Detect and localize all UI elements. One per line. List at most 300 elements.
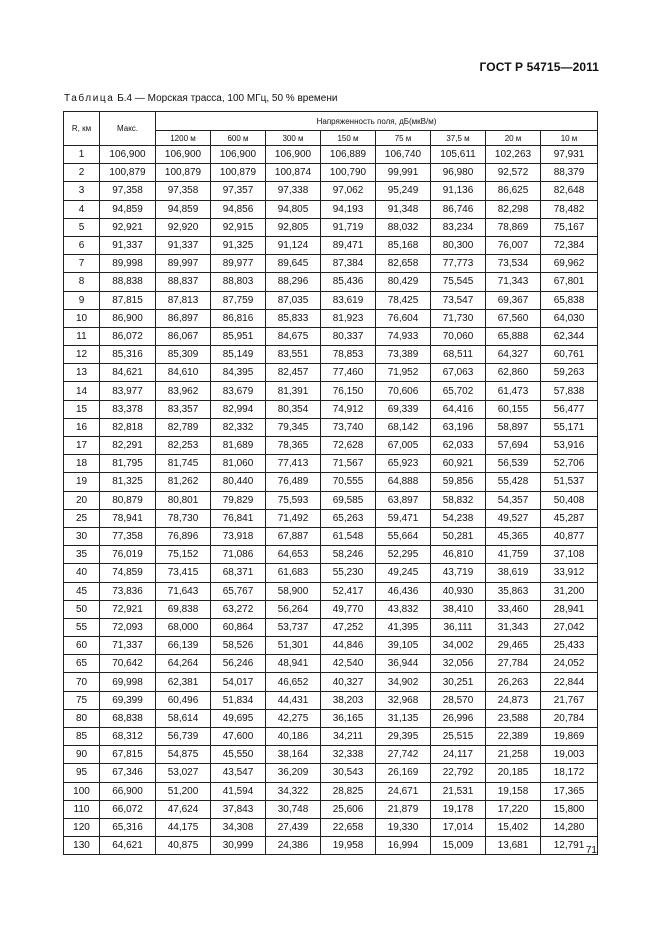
value-cell: 42,540 [321, 655, 376, 673]
table-row [64, 164, 598, 182]
max-value-cell: 70,642 [100, 655, 156, 673]
table-row [64, 564, 598, 582]
max-value-cell: 82,818 [100, 418, 156, 436]
value-cell: 83,619 [321, 291, 376, 309]
value-cell: 16,994 [376, 837, 431, 855]
value-cell: 41,759 [486, 546, 541, 564]
value-cell: 105,611 [431, 146, 486, 164]
value-cell: 92,805 [266, 218, 321, 236]
value-cell: 76,896 [156, 527, 211, 545]
value-cell: 100,879 [211, 164, 266, 182]
value-cell: 32,968 [376, 691, 431, 709]
col-header-distance: R, км [64, 112, 100, 146]
value-cell: 15,009 [431, 837, 486, 855]
value-cell: 56,477 [541, 400, 598, 418]
value-cell: 75,545 [431, 273, 486, 291]
value-cell: 41,594 [211, 782, 266, 800]
value-cell: 62,344 [541, 327, 598, 345]
value-cell: 87,384 [321, 255, 376, 273]
value-cell: 92,920 [156, 218, 211, 236]
value-cell: 78,853 [321, 346, 376, 364]
value-cell: 70,606 [376, 382, 431, 400]
value-cell: 21,767 [541, 691, 598, 709]
value-cell: 28,941 [541, 600, 598, 618]
table-row [64, 273, 598, 291]
value-cell: 73,534 [486, 255, 541, 273]
max-value-cell: 81,325 [100, 473, 156, 491]
value-cell: 73,389 [376, 346, 431, 364]
table-row [64, 782, 598, 800]
value-cell: 106,900 [211, 146, 266, 164]
distance-cell: 120 [64, 818, 100, 836]
value-cell: 70,060 [431, 327, 486, 345]
value-cell: 50,408 [541, 491, 598, 509]
value-cell: 24,117 [431, 746, 486, 764]
table-row [64, 364, 598, 382]
value-cell: 80,354 [266, 400, 321, 418]
value-cell: 21,258 [486, 746, 541, 764]
value-cell: 57,694 [486, 437, 541, 455]
max-value-cell: 82,291 [100, 437, 156, 455]
value-cell: 43,719 [431, 564, 486, 582]
max-value-cell: 94,859 [100, 200, 156, 218]
value-cell: 55,428 [486, 473, 541, 491]
value-cell: 33,912 [541, 564, 598, 582]
standard-designation: ГОСТ Р 54715—2011 [479, 60, 599, 74]
value-cell: 68,000 [156, 618, 211, 636]
value-cell: 63,897 [376, 491, 431, 509]
value-cell: 89,977 [211, 255, 266, 273]
value-cell: 32,338 [321, 746, 376, 764]
value-cell: 61,683 [266, 564, 321, 582]
value-cell: 87,759 [211, 291, 266, 309]
value-cell: 60,496 [156, 691, 211, 709]
value-cell: 82,789 [156, 418, 211, 436]
distance-cell: 70 [64, 673, 100, 691]
value-cell: 85,149 [211, 346, 266, 364]
distance-cell: 90 [64, 746, 100, 764]
value-cell: 69,838 [156, 600, 211, 618]
table-row [64, 437, 598, 455]
value-cell: 69,585 [321, 491, 376, 509]
value-cell: 49,245 [376, 564, 431, 582]
col-header-height: 150 м [321, 131, 376, 146]
value-cell: 40,327 [321, 673, 376, 691]
value-cell: 73,547 [431, 291, 486, 309]
value-cell: 25,606 [321, 800, 376, 818]
value-cell: 106,889 [321, 146, 376, 164]
value-cell: 77,460 [321, 364, 376, 382]
value-cell: 23,588 [486, 709, 541, 727]
value-cell: 48,941 [266, 655, 321, 673]
value-cell: 86,816 [211, 309, 266, 327]
value-cell: 67,005 [376, 437, 431, 455]
value-cell: 55,171 [541, 418, 598, 436]
value-cell: 66,139 [156, 637, 211, 655]
caption-text: — Морская трасса, 100 МГц, 50 % времени [132, 93, 338, 104]
value-cell: 17,014 [431, 818, 486, 836]
value-cell: 84,610 [156, 364, 211, 382]
value-cell: 88,803 [211, 273, 266, 291]
max-value-cell: 81,795 [100, 455, 156, 473]
value-cell: 76,150 [321, 382, 376, 400]
max-value-cell: 68,312 [100, 728, 156, 746]
value-cell: 35,863 [486, 582, 541, 600]
value-cell: 56,739 [156, 728, 211, 746]
value-cell: 88,032 [376, 218, 431, 236]
table-row [64, 709, 598, 727]
distance-cell: 1 [64, 146, 100, 164]
max-value-cell: 86,072 [100, 327, 156, 345]
value-cell: 53,916 [541, 437, 598, 455]
value-cell: 26,169 [376, 764, 431, 782]
value-cell: 91,337 [156, 236, 211, 254]
value-cell: 86,067 [156, 327, 211, 345]
value-cell: 40,877 [541, 527, 598, 545]
distance-cell: 14 [64, 382, 100, 400]
table-row [64, 764, 598, 782]
value-cell: 85,436 [321, 273, 376, 291]
value-cell: 34,211 [321, 728, 376, 746]
distance-cell: 25 [64, 509, 100, 527]
distance-cell: 19 [64, 473, 100, 491]
value-cell: 38,164 [266, 746, 321, 764]
table-row [64, 746, 598, 764]
value-cell: 50,281 [431, 527, 486, 545]
value-cell: 49,695 [211, 709, 266, 727]
value-cell: 83,962 [156, 382, 211, 400]
value-cell: 77,773 [431, 255, 486, 273]
value-cell: 42,275 [266, 709, 321, 727]
value-cell: 77,413 [266, 455, 321, 473]
value-cell: 34,308 [211, 818, 266, 836]
page-number: 71 [585, 845, 597, 856]
value-cell: 25,433 [541, 637, 598, 655]
value-cell: 80,440 [211, 473, 266, 491]
value-cell: 84,395 [211, 364, 266, 382]
table-caption [64, 93, 337, 104]
value-cell: 15,402 [486, 818, 541, 836]
value-cell: 27,784 [486, 655, 541, 673]
value-cell: 83,679 [211, 382, 266, 400]
value-cell: 78,482 [541, 200, 598, 218]
value-cell: 94,805 [266, 200, 321, 218]
value-cell: 86,625 [486, 182, 541, 200]
value-cell: 78,365 [266, 437, 321, 455]
value-cell: 82,298 [486, 200, 541, 218]
value-cell: 60,761 [541, 346, 598, 364]
value-cell: 68,511 [431, 346, 486, 364]
value-cell: 53,737 [266, 618, 321, 636]
value-cell: 63,196 [431, 418, 486, 436]
value-cell: 84,675 [266, 327, 321, 345]
table-row [64, 509, 598, 527]
distance-cell: 35 [64, 546, 100, 564]
value-cell: 65,702 [431, 382, 486, 400]
value-cell: 78,730 [156, 509, 211, 527]
value-cell: 87,035 [266, 291, 321, 309]
max-value-cell: 72,093 [100, 618, 156, 636]
col-header-height: 10 м [541, 131, 598, 146]
value-cell: 58,246 [321, 546, 376, 564]
col-header-height: 20 м [486, 131, 541, 146]
value-cell: 69,367 [486, 291, 541, 309]
value-cell: 91,136 [431, 182, 486, 200]
value-cell: 97,062 [321, 182, 376, 200]
max-value-cell: 71,337 [100, 637, 156, 655]
value-cell: 60,921 [431, 455, 486, 473]
value-cell: 75,167 [541, 218, 598, 236]
value-cell: 27,042 [541, 618, 598, 636]
value-cell: 15,800 [541, 800, 598, 818]
value-cell: 71,086 [211, 546, 266, 564]
value-cell: 38,619 [486, 564, 541, 582]
table-row [64, 327, 598, 345]
value-cell: 37,843 [211, 800, 266, 818]
value-cell: 17,220 [486, 800, 541, 818]
value-cell: 40,186 [266, 728, 321, 746]
max-value-cell: 92,921 [100, 218, 156, 236]
table-row [64, 491, 598, 509]
table-row [64, 418, 598, 436]
value-cell: 51,200 [156, 782, 211, 800]
value-cell: 52,417 [321, 582, 376, 600]
value-cell: 55,230 [321, 564, 376, 582]
value-cell: 14,280 [541, 818, 598, 836]
max-value-cell: 80,879 [100, 491, 156, 509]
value-cell: 71,643 [156, 582, 211, 600]
value-cell: 24,052 [541, 655, 598, 673]
value-cell: 46,810 [431, 546, 486, 564]
value-cell: 73,740 [321, 418, 376, 436]
table-row [64, 673, 598, 691]
distance-cell: 4 [64, 200, 100, 218]
value-cell: 27,742 [376, 746, 431, 764]
value-cell: 22,844 [541, 673, 598, 691]
table-row [64, 600, 598, 618]
max-value-cell: 76,019 [100, 546, 156, 564]
value-cell: 81,060 [211, 455, 266, 473]
value-cell: 75,593 [266, 491, 321, 509]
value-cell: 30,999 [211, 837, 266, 855]
value-cell: 24,386 [266, 837, 321, 855]
value-cell: 88,379 [541, 164, 598, 182]
distance-cell: 110 [64, 800, 100, 818]
value-cell: 59,263 [541, 364, 598, 382]
group-header-field-strength: Напряженность поля, дБ(мкВ/м) [156, 112, 598, 131]
table-row [64, 255, 598, 273]
value-cell: 34,322 [266, 782, 321, 800]
max-value-cell: 83,378 [100, 400, 156, 418]
value-cell: 68,142 [376, 418, 431, 436]
distance-cell: 6 [64, 236, 100, 254]
value-cell: 71,567 [321, 455, 376, 473]
table-row [64, 527, 598, 545]
value-cell: 85,168 [376, 236, 431, 254]
value-cell: 44,175 [156, 818, 211, 836]
value-cell: 97,931 [541, 146, 598, 164]
value-cell: 47,624 [156, 800, 211, 818]
value-cell: 19,869 [541, 728, 598, 746]
value-cell: 57,838 [541, 382, 598, 400]
max-value-cell: 89,998 [100, 255, 156, 273]
value-cell: 74,933 [376, 327, 431, 345]
value-cell: 86,897 [156, 309, 211, 327]
value-cell: 63,272 [211, 600, 266, 618]
distance-cell: 75 [64, 691, 100, 709]
table-row [64, 637, 598, 655]
value-cell: 39,105 [376, 637, 431, 655]
distance-cell: 100 [64, 782, 100, 800]
value-cell: 52,706 [541, 455, 598, 473]
max-value-cell: 67,815 [100, 746, 156, 764]
distance-cell: 9 [64, 291, 100, 309]
caption-label: Таблица [64, 93, 115, 104]
value-cell: 76,007 [486, 236, 541, 254]
table-row [64, 346, 598, 364]
value-cell: 19,178 [431, 800, 486, 818]
value-cell: 82,994 [211, 400, 266, 418]
value-cell: 61,548 [321, 527, 376, 545]
distance-cell: 17 [64, 437, 100, 455]
table-row [64, 400, 598, 418]
distance-cell: 11 [64, 327, 100, 345]
value-cell: 58,897 [486, 418, 541, 436]
value-cell: 43,547 [211, 764, 266, 782]
value-cell: 81,262 [156, 473, 211, 491]
value-cell: 53,027 [156, 764, 211, 782]
value-cell: 64,030 [541, 309, 598, 327]
max-value-cell: 77,358 [100, 527, 156, 545]
value-cell: 46,652 [266, 673, 321, 691]
value-cell: 76,841 [211, 509, 266, 527]
value-cell: 44,846 [321, 637, 376, 655]
value-cell: 29,465 [486, 637, 541, 655]
value-cell: 76,604 [376, 309, 431, 327]
value-cell: 19,158 [486, 782, 541, 800]
value-cell: 21,531 [431, 782, 486, 800]
value-cell: 64,327 [486, 346, 541, 364]
value-cell: 41,395 [376, 618, 431, 636]
max-value-cell: 106,900 [100, 146, 156, 164]
max-value-cell: 67,346 [100, 764, 156, 782]
max-value-cell: 85,316 [100, 346, 156, 364]
value-cell: 37,108 [541, 546, 598, 564]
value-cell: 34,002 [431, 637, 486, 655]
value-cell: 55,664 [376, 527, 431, 545]
value-cell: 71,952 [376, 364, 431, 382]
col-header-height: 300 м [266, 131, 321, 146]
distance-cell: 95 [64, 764, 100, 782]
value-cell: 44,431 [266, 691, 321, 709]
value-cell: 72,384 [541, 236, 598, 254]
table-row [64, 655, 598, 673]
value-cell: 56,246 [211, 655, 266, 673]
table-row [64, 236, 598, 254]
value-cell: 30,251 [431, 673, 486, 691]
distance-cell: 30 [64, 527, 100, 545]
value-cell: 49,527 [486, 509, 541, 527]
value-cell: 26,263 [486, 673, 541, 691]
value-cell: 67,887 [266, 527, 321, 545]
max-value-cell: 74,859 [100, 564, 156, 582]
distance-cell: 5 [64, 218, 100, 236]
value-cell: 76,489 [266, 473, 321, 491]
table-row [64, 582, 598, 600]
table-row [64, 818, 598, 836]
value-cell: 73,415 [156, 564, 211, 582]
value-cell: 65,767 [211, 582, 266, 600]
distance-cell: 16 [64, 418, 100, 436]
distance-cell: 55 [64, 618, 100, 636]
value-cell: 69,339 [376, 400, 431, 418]
distance-cell: 80 [64, 709, 100, 727]
value-cell: 19,958 [321, 837, 376, 855]
distance-cell: 65 [64, 655, 100, 673]
value-cell: 85,309 [156, 346, 211, 364]
value-cell: 73,918 [211, 527, 266, 545]
value-cell: 89,997 [156, 255, 211, 273]
table-row [64, 728, 598, 746]
value-cell: 67,063 [431, 364, 486, 382]
value-cell: 30,748 [266, 800, 321, 818]
distance-cell: 12 [64, 346, 100, 364]
distance-cell: 18 [64, 455, 100, 473]
value-cell: 19,003 [541, 746, 598, 764]
value-cell: 13,681 [486, 837, 541, 855]
value-cell: 71,730 [431, 309, 486, 327]
max-value-cell: 66,900 [100, 782, 156, 800]
value-cell: 91,325 [211, 236, 266, 254]
value-cell: 36,165 [321, 709, 376, 727]
distance-cell: 20 [64, 491, 100, 509]
max-value-cell: 88,838 [100, 273, 156, 291]
max-value-cell: 84,621 [100, 364, 156, 382]
distance-cell: 85 [64, 728, 100, 746]
value-cell: 38,203 [321, 691, 376, 709]
max-value-cell: 100,879 [100, 164, 156, 182]
col-header-height: 1200 м [156, 131, 211, 146]
value-cell: 82,457 [266, 364, 321, 382]
table-row [64, 291, 598, 309]
value-cell: 58,900 [266, 582, 321, 600]
value-cell: 62,033 [431, 437, 486, 455]
value-cell: 19,330 [376, 818, 431, 836]
value-cell: 87,813 [156, 291, 211, 309]
value-cell: 68,371 [211, 564, 266, 582]
distance-cell: 7 [64, 255, 100, 273]
value-cell: 17,365 [541, 782, 598, 800]
distance-cell: 60 [64, 637, 100, 655]
value-cell: 40,875 [156, 837, 211, 855]
value-cell: 75,152 [156, 546, 211, 564]
value-cell: 64,264 [156, 655, 211, 673]
value-cell: 80,337 [321, 327, 376, 345]
value-cell: 32,056 [431, 655, 486, 673]
value-cell: 47,252 [321, 618, 376, 636]
table-row [64, 218, 598, 236]
max-value-cell: 91,337 [100, 236, 156, 254]
distance-cell: 10 [64, 309, 100, 327]
table-row [64, 146, 598, 164]
value-cell: 74,912 [321, 400, 376, 418]
table-row [64, 473, 598, 491]
value-cell: 52,295 [376, 546, 431, 564]
value-cell: 72,628 [321, 437, 376, 455]
value-cell: 81,923 [321, 309, 376, 327]
value-cell: 67,560 [486, 309, 541, 327]
value-cell: 100,874 [266, 164, 321, 182]
